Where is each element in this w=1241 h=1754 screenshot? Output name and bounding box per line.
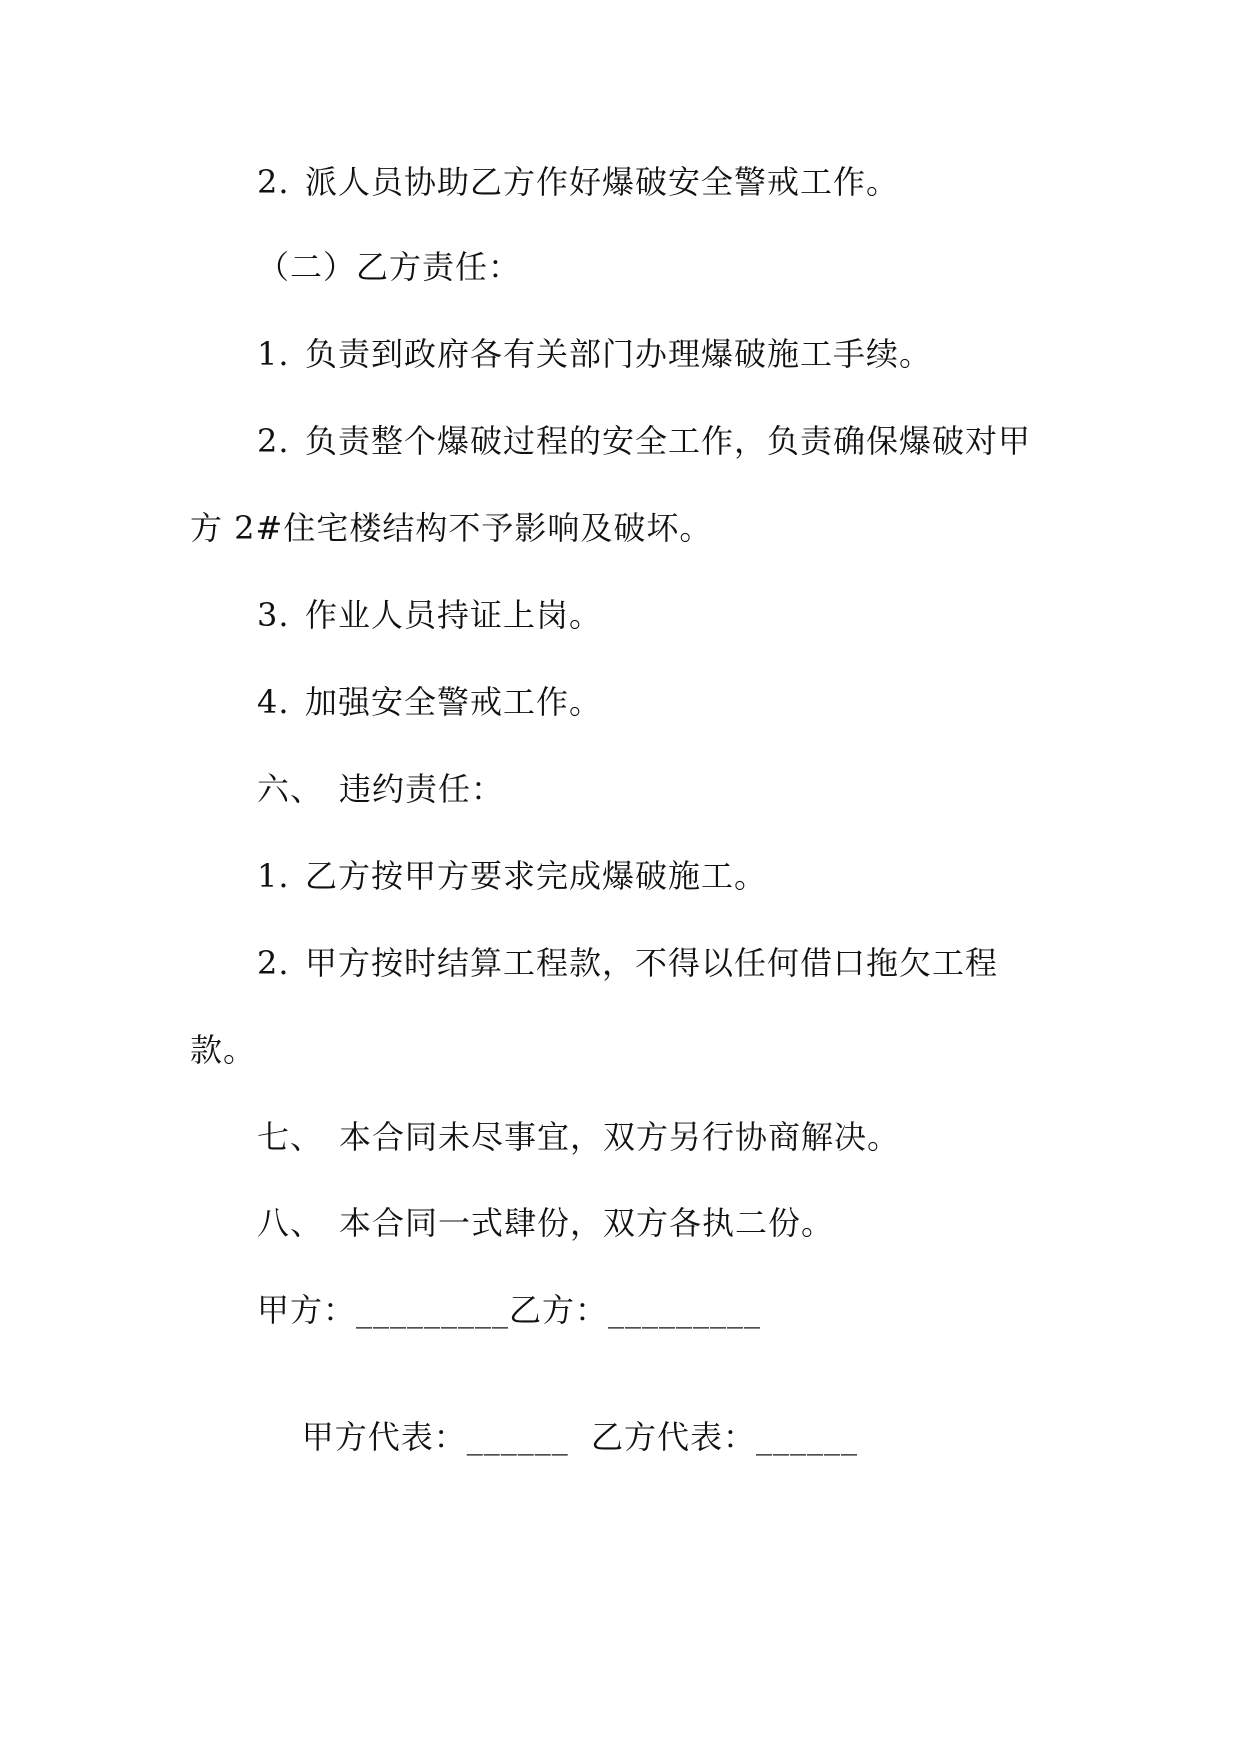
line-text: 甲方：_________乙方：_________ (257, 1291, 762, 1329)
paragraph-line (257, 943, 1137, 983)
paragraph-continuation (190, 1030, 1070, 1070)
section-heading (257, 769, 1137, 809)
line-text: 款。 (190, 1031, 257, 1069)
line-text: 派人员协助乙方作好爆破安全警戒工作。 (305, 163, 900, 201)
section-heading (257, 247, 1137, 287)
signature-line-representatives (257, 1377, 1137, 1497)
paragraph-line (257, 856, 1137, 896)
line-text: （二）乙方责任： (257, 248, 522, 286)
signature-line-parties (257, 1290, 1137, 1330)
section-number: 八、 (257, 1204, 324, 1242)
line-text: 违约责任： (339, 770, 505, 808)
paragraph-line (257, 334, 1137, 374)
line-text: 甲方代表：______ 乙方代表：______ (301, 1418, 859, 1456)
item-number: 3. (257, 596, 290, 634)
line-text: 本合同未尽事宜，双方另行协商解决。 (339, 1118, 901, 1156)
line-text: 方 2#住宅楼结构不予影响及破坏。 (190, 509, 713, 547)
line-text: 甲方按时结算工程款，不得以任何借口拖欠工程 (305, 944, 999, 982)
paragraph-line (257, 421, 1137, 461)
line-text: 负责整个爆破过程的安全工作，负责确保爆破对甲 (305, 422, 1032, 460)
line-text: 乙方按甲方要求完成爆破施工。 (305, 857, 768, 895)
item-number: 1. (257, 335, 290, 373)
item-number: 1. (257, 857, 290, 895)
line-text: 负责到政府各有关部门办理爆破施工手续。 (305, 335, 933, 373)
paragraph-line (257, 682, 1137, 722)
section-number: 七、 (257, 1118, 324, 1156)
line-text: 作业人员持证上岗。 (305, 596, 603, 634)
item-number: 2. (257, 163, 290, 201)
item-number: 4. (257, 683, 290, 721)
paragraph-continuation (190, 508, 1070, 548)
section-heading (257, 1203, 1137, 1243)
paragraph-line (257, 162, 1137, 202)
line-text: 加强安全警戒工作。 (305, 683, 603, 721)
section-heading (257, 1117, 1137, 1157)
section-number: 六、 (257, 770, 324, 808)
line-text: 本合同一式肆份，双方各执二份。 (339, 1204, 835, 1242)
item-number: 2. (257, 944, 290, 982)
paragraph-line (257, 595, 1137, 635)
item-number: 2. (257, 422, 290, 460)
